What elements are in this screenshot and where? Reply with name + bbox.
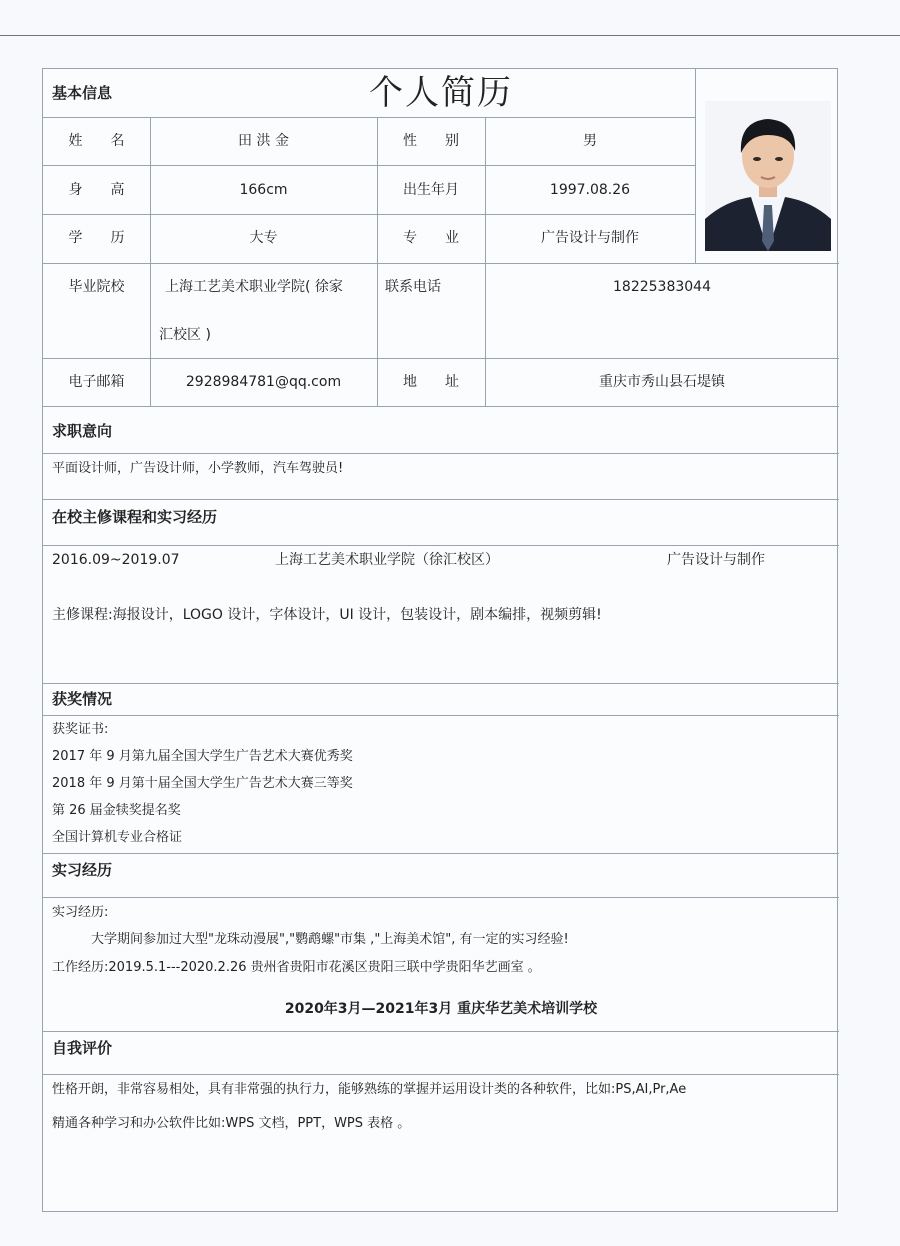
- label-height: 身 高: [68, 182, 125, 198]
- internship-label: 实习经历:: [52, 905, 109, 920]
- section-self-evaluation: 自我评价: [52, 1039, 113, 1057]
- job-intent-text: 平面设计师，广告设计师，小学教师，汽车驾驶员!: [52, 461, 344, 476]
- value-email: 2928984781@qq.com: [185, 374, 342, 390]
- profile-photo: [705, 101, 831, 251]
- course-school: 上海工艺美术职业学院（徐汇校区）: [275, 552, 499, 568]
- value-birth: 1997.08.26: [549, 182, 631, 198]
- value-school-line1: 上海工艺美术职业学院( 徐家: [165, 279, 343, 295]
- value-address: 重庆市秀山县石堤镇: [599, 374, 725, 390]
- course-list: 主修课程:海报设计，LOGO 设计，字体设计，UI 设计，包装设计，剧本编排，视频剪辑!: [52, 607, 602, 623]
- value-education: 大专: [249, 230, 278, 246]
- course-major: 广告设计与制作: [667, 552, 765, 568]
- label-major: 专 业: [403, 230, 459, 246]
- award-item: 2018 年 9 月第十届全国大学生广告艺术大赛三等奖: [52, 776, 353, 791]
- section-basic-info: 基本信息: [52, 84, 113, 102]
- label-name: 姓 名: [68, 133, 125, 149]
- label-gender: 性 别: [403, 133, 459, 149]
- value-height: 166cm: [239, 182, 288, 198]
- label-birth: 出生年月: [403, 182, 459, 198]
- value-name: 田 洪 金: [238, 133, 289, 149]
- value-major: 广告设计与制作: [541, 230, 639, 246]
- section-internship: 实习经历: [52, 861, 113, 879]
- label-email: 电子邮箱: [68, 374, 125, 390]
- label-education: 学 历: [68, 230, 125, 246]
- value-phone: 18225383044: [613, 279, 711, 295]
- label-phone: 联系电话: [385, 279, 441, 295]
- page-title: 个人简历: [369, 73, 513, 113]
- section-courses: 在校主修课程和实习经历: [52, 508, 218, 526]
- self-eval-line2: 精通各种学习和办公软件比如:WPS 文档，PPT，WPS 表格 。: [52, 1116, 411, 1131]
- award-item: 全国计算机专业合格证: [52, 830, 183, 845]
- section-awards: 获奖情况: [52, 690, 113, 708]
- recent-work: 2020年3月—2021年3月 重庆华艺美术培训学校: [284, 1001, 598, 1017]
- award-item: 获奖证书:: [52, 722, 109, 737]
- work-experience: 工作经历:2019.5.1---2020.2.26 贵州省贵阳市花溪区贵阳三联中学贵阳华艺画室 。: [52, 960, 541, 975]
- label-school: 毕业院校: [68, 279, 125, 295]
- award-item: 第 26 届金犊奖提名奖: [52, 803, 181, 818]
- internship-desc: 大学期间参加过大型"龙珠动漫展","鹦鹉螺"市集 ,"上海美术馆", 有一定的实习经验!: [91, 932, 569, 947]
- label-address: 地 址: [403, 374, 459, 390]
- course-period: 2016.09~2019.07: [52, 552, 180, 568]
- value-gender: 男: [583, 133, 597, 149]
- section-job-intent: 求职意向: [52, 422, 113, 440]
- page-top-rule: [0, 35, 900, 36]
- self-eval-line1: 性格开朗，非常容易相处，具有非常强的执行力，能够熟练的掌握并运用设计类的各种软件，比如:PS,AI,Pr,Ae: [52, 1082, 687, 1097]
- award-item: 2017 年 9 月第九届全国大学生广告艺术大赛优秀奖: [52, 749, 353, 764]
- value-school-line2: 汇校区 ): [159, 327, 211, 343]
- resume-sheet: [42, 68, 838, 1212]
